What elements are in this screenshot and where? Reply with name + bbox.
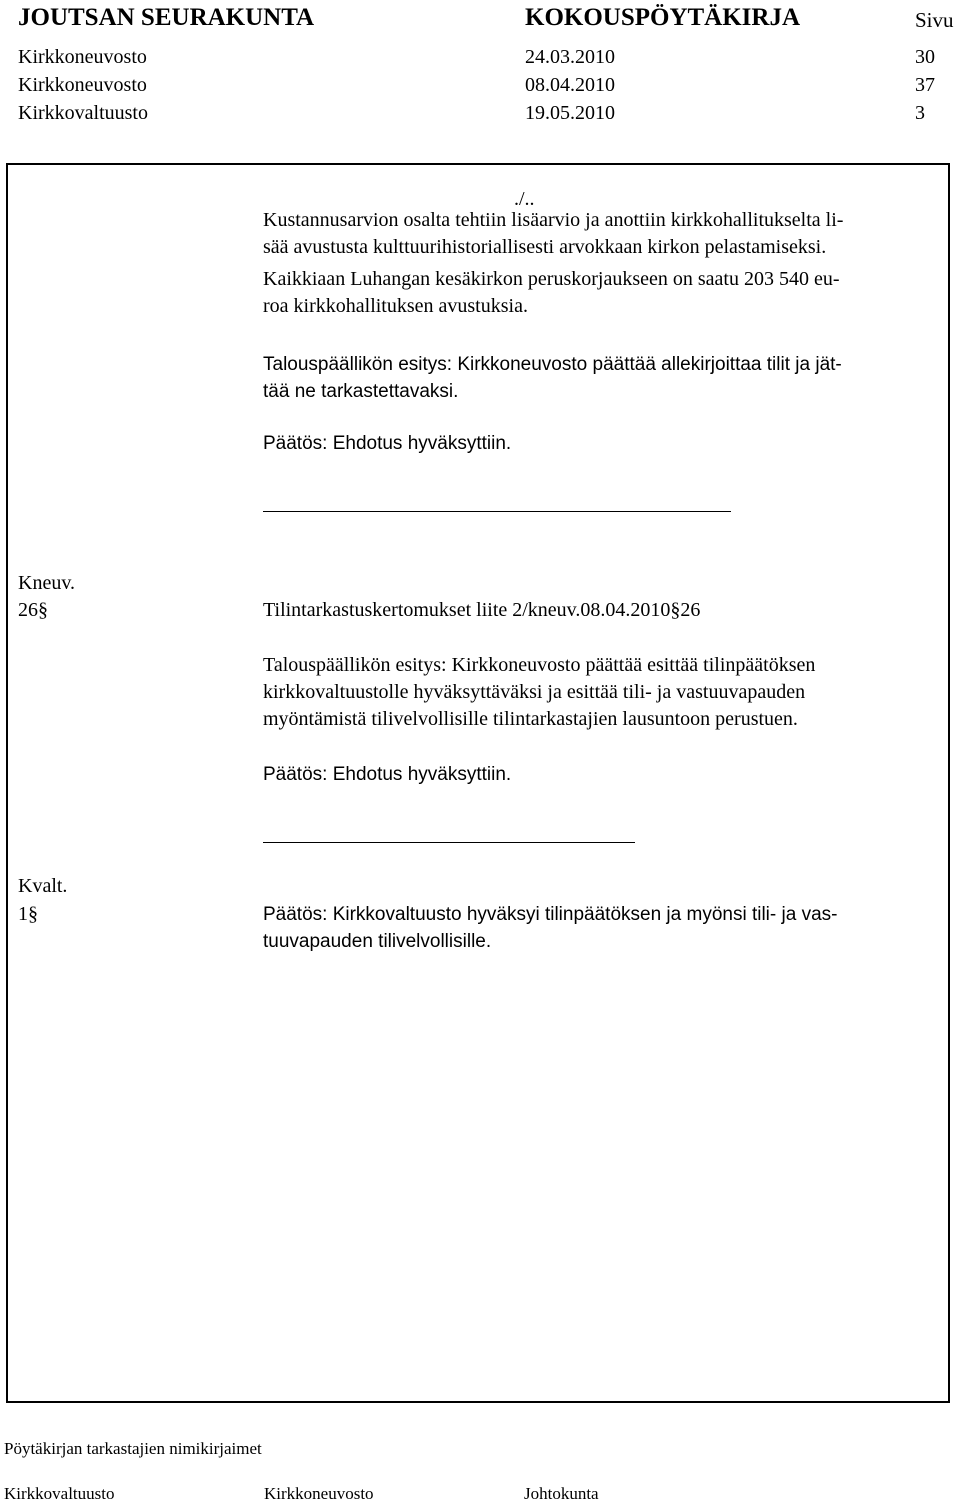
kneuv-proposal-line-3: myöntämistä tilivelvollisille tilintarkastajien lausuntoon perustuen. — [263, 708, 798, 730]
meeting-page-1: 30 — [915, 46, 935, 68]
kneuv-decision: Päätös: Ehdotus hyväksyttiin. — [263, 764, 512, 785]
section-label-kvalt: Kvalt. — [18, 875, 68, 897]
footer-body-2: Kirkkoneuvosto — [264, 1484, 374, 1503]
continuation-mark: ./.. — [514, 188, 535, 210]
section-sign: § — [28, 903, 38, 925]
document-type: KOKOUSPÖYTÄKIRJA — [525, 4, 801, 31]
page-label: Sivu — [915, 8, 954, 32]
organization-name: JOUTSAN SEURAKUNTA — [18, 4, 315, 31]
meeting-body-1: Kirkkoneuvosto — [18, 46, 147, 68]
kneuv-proposal-line-2: kirkkovaltuustolle hyväksyttäväksi ja esittää tili- ja vastuuvapauden — [263, 681, 806, 703]
proposal-line-1: Talouspäällikön esitys: Kirkkoneuvosto päättää allekirjoittaa tilit ja jät- — [263, 354, 842, 375]
paragraph-1-line-1: Kustannusarvion osalta tehtiin lisäarvio ja anottiin kirkkohallitukselta li- — [263, 209, 844, 231]
meeting-date-3: 19.05.2010 — [525, 102, 615, 124]
meeting-body-3: Kirkkovaltuusto — [18, 102, 148, 124]
section-title-kneuv — [263, 597, 700, 624]
meeting-date-2: 08.04.2010 — [525, 74, 615, 96]
meeting-body-2: Kirkkoneuvosto — [18, 74, 147, 96]
proposal-line-2: tää ne tarkastettavaksi. — [263, 381, 459, 402]
separator-line-1 — [263, 511, 731, 512]
footer-body-1: Kirkkovaltuusto — [4, 1484, 115, 1503]
paragraph-1-line-2: sää avustusta kulttuurihistoriallisesti arvokkaan kirkon pelastamiseksi. — [263, 236, 827, 258]
section-number-kneuv — [18, 597, 48, 624]
kvalt-decision-line-1: Päätös: Kirkkovaltuusto hyväksyi tilinpäätöksen ja myönsi tili- ja vas- — [263, 904, 838, 925]
section-number: 1 — [18, 903, 28, 925]
meeting-date-1: 24.03.2010 — [525, 46, 615, 68]
section-title-text: Tilintarkastuskertomukset liite 2/kneuv.08.04.2010 — [263, 599, 671, 621]
section-title-number: 26 — [680, 599, 701, 621]
section-sign: § — [670, 599, 681, 621]
footer-body-3: Johtokunta — [524, 1484, 599, 1503]
paragraph-2-line-1: Kaikkiaan Luhangan kesäkirkon peruskorjaukseen on saatu 203 540 eu- — [263, 268, 840, 290]
section-label-kneuv: Kneuv. — [18, 572, 76, 594]
paragraph-2-line-2: roa kirkkohallituksen avustuksia. — [263, 295, 528, 317]
signatures-label: Pöytäkirjan tarkastajien nimikirjaimet — [4, 1439, 262, 1458]
kvalt-decision-line-2: tuuvapauden tilivelvollisille. — [263, 931, 492, 952]
kneuv-proposal-line-1: Talouspäällikön esitys: Kirkkoneuvosto päättää esittää tilinpäätöksen — [263, 654, 816, 676]
section-number-kvalt — [18, 901, 38, 928]
meeting-page-3: 3 — [915, 102, 925, 124]
separator-line-2 — [263, 842, 635, 843]
decision-1: Päätös: Ehdotus hyväksyttiin. — [263, 433, 512, 454]
section-number: 26 — [18, 599, 38, 621]
section-sign: § — [38, 599, 48, 621]
meeting-page-2: 37 — [915, 74, 935, 96]
